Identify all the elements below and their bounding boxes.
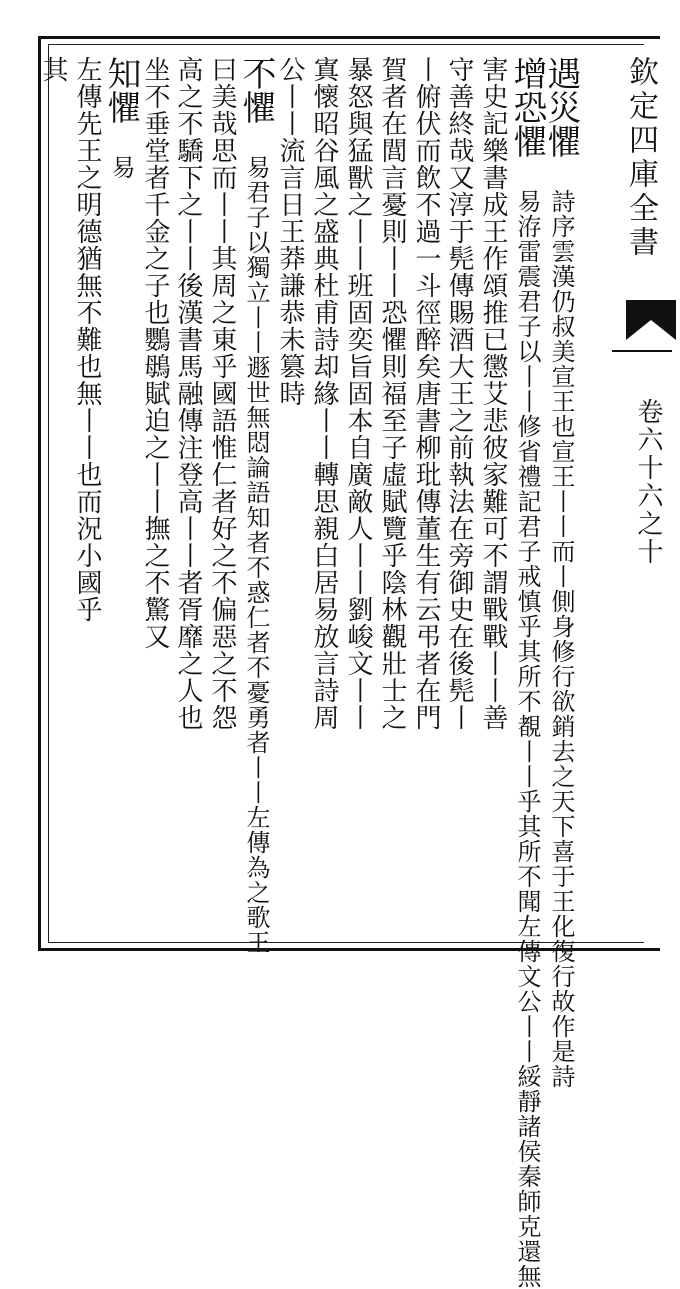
text-column-3 [504,56,547,1289]
text-column-15 [98,56,141,936]
entry-text: 丨俯伏而飲不過一斗徑醉矣唐書柳玭傳董生有云弔者在門 [411,56,441,731]
entry-text: 寘懷昭谷風之盛典杜甫詩却緣丨丨轉思親白居易放言詩周 [309,56,339,731]
entry-text: 公丨丨流言日王莽謙恭未篡時 [275,56,305,407]
entry-text: 暴怒與猛獸之丨丨班固奕旨固本自廣敵人丨丨劉峻文丨丨 [343,56,373,731]
entry-heading: 知懼 [101,56,141,124]
entry-text: 害史記樂書成王作頌推已懲艾悲彼家難可不謂戰戰丨丨善 [478,56,508,731]
fishtail-divider [612,350,672,352]
text-column-16 [64,56,104,936]
text-column-4 [470,56,510,936]
text-column-10 [267,56,307,936]
entry-text: 其 [38,56,68,83]
text-column-12 [199,56,239,936]
text-column-11 [233,56,276,955]
entry-text: 易君子以獨立丨丨遯世無悶論語知者不惑仁者不憂勇者丨丨左傳為之歌王 [242,155,270,955]
text-column-6 [403,56,443,936]
entry-text: 易 [107,155,135,180]
text-column-8 [335,56,375,936]
entry-text: 易洊雷震君子以丨丨修省禮記君子戒慎乎其所不覩丨丨乎其所不聞左傳文公丨丨綏靜諸侯秦師克還無 [513,189,541,1289]
fishtail-mark-icon [626,300,676,340]
text-column-1 [538,56,581,1089]
entry-text: 賀者在閭言憂則丨丨恐懼則福至子虛賦覽乎陰林觀壯士之 [377,56,407,731]
margin-title: 欽定四庫全書 [623,56,658,260]
margin-volume: 卷六十六之十 [633,398,663,566]
entry-text: 詩序雲漢仍叔美宣王也宣王丨丨而丨側身修行欲銷去之天下喜于王化復行故作是詩 [547,189,575,1089]
entry-heading: 增恐懼 [507,56,547,158]
text-column-14 [132,56,172,936]
text-column-7 [369,56,409,936]
entry-text: 曰美哉思而丨丨其周之東乎國語惟仁者好之不偏惡之不怨 [207,56,237,731]
text-column-9 [301,56,341,936]
entry-heading: 遇災懼 [541,56,581,158]
entry-text: 坐不垂堂者千金之子也鸚䳇賦迫之丨丨撫之不驚又 [140,56,170,650]
entry-heading: 不懼 [236,56,276,124]
text-column-17 [30,56,70,936]
entry-text: 左傳先王之明德猶無不難也無丨丨也而況小國乎 [72,56,102,623]
entry-text: 守善終哉又淳于髡傳賜酒大王之前執法在旁御史在後髡丨 [444,56,474,731]
entry-text: 高之不驕下之丨丨後漢書馬融傳注登高丨丨者胥靡之人也 [173,56,203,731]
